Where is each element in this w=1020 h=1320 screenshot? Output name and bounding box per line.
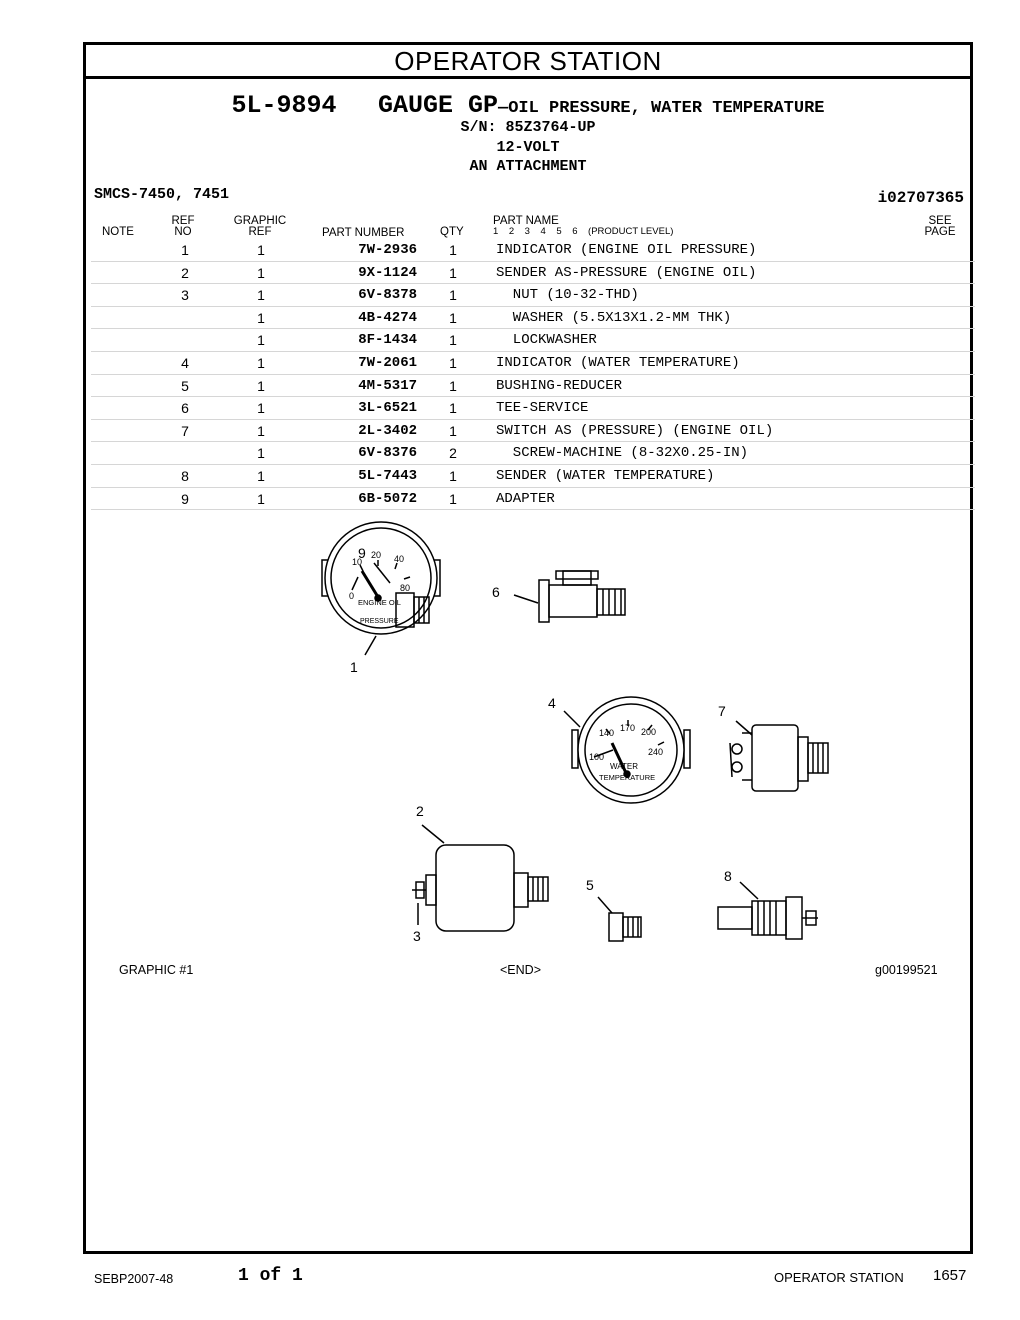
group-name-detail: —OIL PRESSURE, WATER TEMPERATURE	[498, 99, 825, 118]
col-graphic-ref: GRAPHIC REF	[233, 215, 287, 238]
callout-9: 9	[358, 545, 366, 561]
callout-6: 6	[492, 584, 500, 600]
table-row: 6 1 3L-6521 1 TEE-SERVICE	[91, 397, 975, 420]
oil-pressure-gauge-drawing	[322, 522, 440, 675]
group-title	[86, 91, 970, 120]
table-row: 1 4B-4274 1 WASHER (5.5X13X1.2-MM THK)	[91, 307, 975, 330]
table-row: 4 1 7W-2061 1 INDICATOR (WATER TEMPERATURE)	[91, 352, 975, 375]
parts-illustration	[286, 515, 766, 944]
pressure-switch-drawing	[718, 703, 828, 791]
voltage: 12-VOLT	[496, 139, 560, 156]
serial-range: S/N: 85Z3764-UP	[460, 119, 596, 136]
callout-2: 2	[416, 803, 424, 819]
pressure-sender-drawing	[412, 803, 548, 944]
water-gauge-label-1: WATER	[610, 762, 638, 771]
oil-tick-0: 0	[349, 591, 355, 601]
table-row: 8 1 5L-7443 1 SENDER (WATER TEMPERATURE)	[91, 465, 975, 488]
table-row: 2 1 9X-1124 1 SENDER AS-PRESSURE (ENGINE OIL)	[91, 262, 975, 285]
water-tick-100: 100	[589, 752, 605, 762]
oil-gauge-label-1: ENGINE OIL	[358, 598, 401, 607]
graphic-end-marker: <END>	[500, 963, 541, 977]
water-tick-240: 240	[648, 747, 664, 757]
document-number: SEBP2007-48	[94, 1272, 174, 1286]
callout-3: 3	[413, 928, 421, 944]
footer-section-title: OPERATOR STATION	[774, 1270, 904, 1285]
section-title: OPERATOR STATION	[86, 45, 970, 79]
callout-5: 5	[586, 877, 594, 893]
col-see-page: SEE PAGE	[924, 215, 956, 238]
callout-8: 8	[724, 868, 732, 884]
table-row: 7 1 2L-3402 1 SWITCH AS (PRESSURE) (ENGINE OIL)	[91, 420, 975, 443]
page-number: 1657	[933, 1267, 967, 1284]
water-tick-200: 200	[641, 727, 657, 737]
group-part-number: 5L-9894	[231, 91, 337, 120]
water-temperature-gauge-drawing	[548, 695, 690, 803]
page-count: 1 of 1	[238, 1266, 303, 1286]
graphic-id: g00199521	[875, 963, 938, 977]
callout-1: 1	[350, 659, 358, 675]
table-row: 3 1 6V-8378 1 NUT (10-32-THD)	[91, 284, 975, 307]
col-note: NOTE	[102, 226, 134, 238]
table-row: 5 1 4M-5317 1 BUSHING-REDUCER	[91, 375, 975, 398]
attachment-note: AN ATTACHMENT	[469, 158, 587, 175]
oil-tick-20: 20	[371, 550, 382, 560]
parts-list	[91, 239, 975, 510]
water-temperature-sender-drawing	[718, 868, 818, 939]
callout-4: 4	[548, 695, 556, 711]
graphic-label: GRAPHIC #1	[119, 963, 194, 977]
oil-tick-10: 10	[352, 557, 363, 567]
page-frame	[83, 42, 973, 1254]
tee-service-drawing	[492, 571, 625, 622]
table-row: 1 8F-1434 1 LOCKWASHER	[91, 329, 975, 352]
oil-tick-80: 80	[400, 583, 411, 593]
col-ref-no: REF NO	[171, 215, 195, 238]
illustration-id: i02707365	[877, 189, 964, 207]
oil-gauge-label-2: PRESSURE	[360, 618, 399, 625]
water-tick-170: 170	[620, 723, 636, 733]
water-gauge-label-2: TEMPERATURE	[599, 773, 656, 782]
smcs-codes: SMCS-7450, 7451	[94, 186, 230, 203]
col-part-name: PART NAME	[493, 215, 559, 227]
col-part-number: PART NUMBER	[322, 227, 405, 239]
table-row: 9 1 6B-5072 1 ADAPTER	[91, 488, 975, 511]
table-row: 1 6V-8376 2 SCREW-MACHINE (8-32X0.25-IN)	[91, 442, 975, 465]
col-product-levels: 1 2 3 4 5 6 (PRODUCT LEVEL)	[493, 226, 674, 237]
oil-tick-40: 40	[394, 554, 405, 564]
group-name: GAUGE GP	[377, 91, 499, 120]
callout-7: 7	[718, 703, 726, 719]
water-tick-140: 140	[599, 728, 615, 738]
col-qty: QTY	[440, 226, 464, 238]
bushing-reducer-drawing	[586, 877, 641, 941]
table-row: 1 1 7W-2936 1 INDICATOR (ENGINE OIL PRESSURE)	[91, 239, 975, 262]
